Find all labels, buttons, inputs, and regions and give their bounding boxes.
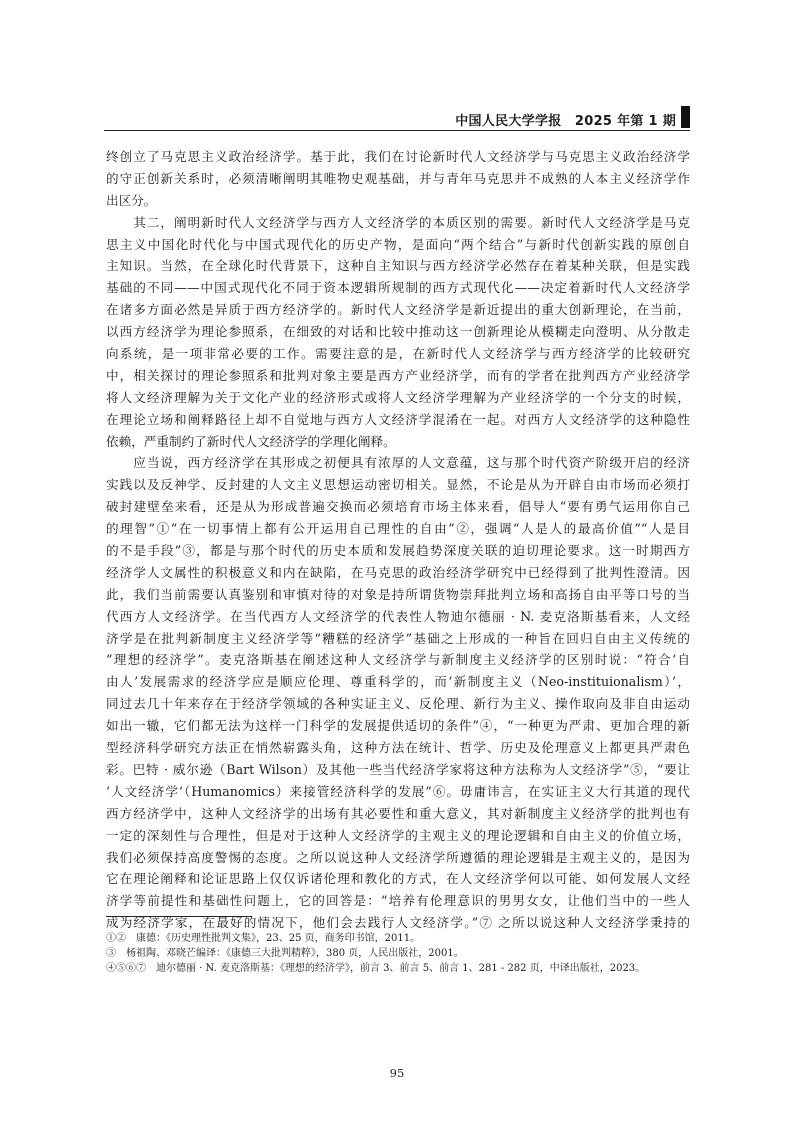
- text-line: 破封建壁垒来看，还是从为形成普遍交换而必须培育市场主体来看，倡导人“要有勇气运用你自己: [106, 499, 690, 515]
- page-number: 95: [389, 1066, 405, 1080]
- header-bar-decoration: [681, 106, 690, 128]
- text-line: 彩。巴特 · 威尔逊（Bart Wilson）及其他一些当代经济学家将这种方法称为人文经济学”⑤，“要让: [106, 761, 690, 777]
- text-line: 西方经济学中，这种人文经济学的出场有其必要性和重大意义，其对新制度主义经济学的批判也有: [106, 805, 690, 821]
- text-line: 基础的不同——中国式现代化不同于资本逻辑所规制的西方式现代化——决定着新时代人文经济学: [106, 280, 690, 296]
- text-line: 实践以及反神学、反封建的人文主义思想运动密切相关。显然，不论是从为开辟自由市场而必须打: [106, 477, 690, 493]
- text-line: 我们必须保持高度警惕的态度。之所以说这种人文经济学所遵循的理论逻辑是主观主义的，是因为: [106, 849, 690, 865]
- text-line: 的不是手段”③，都是与那个时代的历史本质和发展趋势深度关联的迫切理论要求。这一时期西方: [106, 543, 690, 559]
- text-line: 如出一辙，它们都无法为这样一门科学的发展提供适切的条件”④，“一种更为严肃、更加合理的新: [106, 718, 690, 734]
- text-line: 一定的深刻性与合理性，但是对于这种人文经济学的主观主义的理论逻辑和自由主义的价值立场，: [106, 827, 690, 843]
- text-line: 向系统，是一项非常必要的工作。需要注意的是，在新时代人文经济学与西方经济学的比较研究: [106, 346, 690, 362]
- running-header: [104, 104, 690, 131]
- text-line: 将人文经济理解为关于文化产业的经济形式或将人文经济学理解为产业经济学的一个分支的时候，: [106, 389, 690, 405]
- text-line: ‘人文经济学’（Humanomics）来接管经济科学的发展”⑥。毋庸讳言，在实证主义大行其道的现代: [106, 783, 690, 799]
- footnote-rule: [106, 916, 252, 917]
- text-line: 同过去几十年来存在于经济学领域的各种实证主义、反伦理、新行为主义、操作取向及非自由运动: [106, 696, 690, 712]
- text-line: 由人’发展需求的经济学应是顺应伦理、尊重科学的，而‘新制度主义（Neo-instituionalism）’，: [106, 674, 690, 690]
- text-line: 终创立了马克思主义政治经济学。基于此，我们在讨论新时代人文经济学与马克思主义政治经济学: [106, 149, 690, 164]
- footnote: ④⑤⑥⑦ 迪尔德丽 · N. 麦克洛斯基：《理想的经济学》，前言 3、前言 5、前言 1、281 - 282 页，中译出版社，2023。: [106, 963, 646, 975]
- footnotes: [106, 931, 696, 977]
- text-line: 在诸多方面必然是异质于西方经济学的。新时代人文经济学是新近提出的重大创新理论，在当前，: [106, 302, 690, 318]
- body-text: [106, 146, 690, 934]
- text-line: 主知识。当然，在全球化时代背景下，这种自主知识与西方经济学必然存在着某种关联，但是实践: [106, 258, 690, 274]
- journal-title: 中国人民大学学报 2025 年第 1 期: [455, 114, 676, 129]
- text-line: 其二，阐明新时代人文经济学与西方人文经济学的本质区别的需要。新时代人文经济学是马克: [106, 214, 690, 230]
- text-line: 成为经济学家，在最好的情况下，他们会去践行人文经济学。”⑦ 之所以说这种人文经济学秉持的: [106, 915, 690, 931]
- footnote: ①② 康德：《历史理性批判文集》，23、25 页，商务印书馆，2011。: [106, 933, 421, 944]
- text-line: “理想的经济学”。麦克洛斯基在阐述这种人文经济学与新制度主义经济学的区别时说：“符合‘自: [106, 652, 690, 668]
- text-line: 依赖，严重制约了新时代人文经济学的学理化阐释。: [106, 433, 396, 449]
- text-line: 的守正创新关系时，必须清晰阐明其唯物史观基础，并与青年马克思并不成熟的人本主义经济学作: [106, 170, 690, 186]
- text-line: 经济学人文属性的积极意义和内在缺陷，在马克思的政治经济学研究中已经得到了批判性澄清。因: [106, 564, 690, 580]
- text-line: 出区分。: [106, 192, 157, 208]
- text-line: 思主义中国化时代化与中国式现代化的历史产物，是面向“两个结合”与新时代创新实践的原创自: [106, 236, 690, 252]
- text-line: 的理智”①“在一切事情上都有公开运用自己理性的自由”②，强调“人是人的最高价值”“人是目: [106, 521, 690, 537]
- text-line: 济学是在批判新制度主义经济学等“糟糕的经济学”基础之上形成的一种旨在回归自由主义传统的: [106, 630, 690, 646]
- text-line: 此，我们当前需要认真鉴别和审慎对待的对象是持所谓货物崇拜批判立场和高扬自由平等口号的当: [106, 586, 690, 602]
- text-line: 它在理论阐释和论证思路上仅仅诉诸伦理和教化的方式，在人文经济学何以可能、如何发展人文经: [106, 871, 690, 887]
- text-line: 在理论立场和阐释路径上却不自觉地与西方人文经济学混淆在一起。对西方人文经济学的这种隐性: [106, 411, 690, 427]
- text-line: 中，相关探讨的理论参照系和批判对象主要是西方产业经济学，而有的学者在批判西方产业经济学: [106, 367, 690, 383]
- text-line: 型经济科学研究方法正在悄然崭露头角，这种方法在统计、哲学、历史及伦理意义上都更具严肃色: [106, 740, 690, 756]
- text-line: 以西方经济学为理论参照系，在细致的对话和比较中推动这一创新理论从模糊走向澄明、从分散走: [106, 324, 690, 340]
- text-line: 应当说，西方经济学在其形成之初便具有浓厚的人文意蕴，这与那个时代资产阶级开启的经济: [106, 455, 690, 471]
- footnote: ③ 杨祖陶、邓晓芒编译：《康德三大批判精粹》，380 页，人民出版社，2001。: [106, 948, 464, 960]
- text-line: 济学等前提性和基础性问题上，它的回答是：“培养有伦理意识的男男女女，让他们当中的一些人: [106, 893, 690, 909]
- text-line: 代西方人文经济学。在当代西方人文经济学的代表性人物迪尔德丽 · N. 麦克洛斯基看来，人文经: [106, 608, 690, 624]
